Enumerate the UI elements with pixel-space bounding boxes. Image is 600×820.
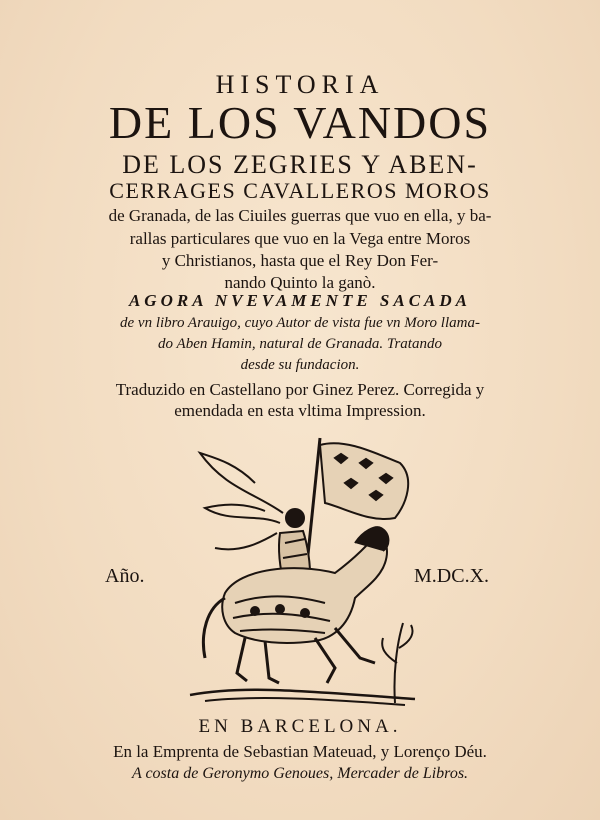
imprint-publisher: A costa de Geronymo Genoues, Mercader de Libros. bbox=[131, 765, 469, 782]
italic-heading: AGORA NVEVAMENTE SACADA bbox=[128, 291, 472, 310]
title-line-6: rallas particulares que vuo en la Vega entre Moros bbox=[129, 229, 471, 248]
italic-line-1: de vn libro Arauigo, cuyo Autor de vista fue vn Moro llama- bbox=[120, 315, 480, 331]
title-line-1: HISTORIA bbox=[215, 70, 385, 99]
translation-line-2: emendada en esta vltima Impression. bbox=[174, 401, 426, 420]
imprint-city: EN BARCELONA. bbox=[198, 716, 402, 737]
year-label: Año. bbox=[105, 565, 145, 587]
translation-line-1: Traduzido en Castellano por Ginez Perez. Corregida y bbox=[115, 380, 485, 399]
title-line-5: de Granada, de las Ciuiles guerras que vuo en ella, y ba- bbox=[108, 206, 492, 225]
title-line-2: DE LOS VANDOS bbox=[108, 97, 492, 148]
year-value: M.DC.X. bbox=[414, 565, 490, 587]
title-line-8: nando Quinto la ganò. bbox=[224, 273, 376, 292]
title-line-4: CERRAGES CAVALLEROS MOROS bbox=[109, 178, 491, 203]
imprint-printer: En la Emprenta de Sebastian Mateuad, y Lorenço Déu. bbox=[113, 742, 487, 761]
italic-line-2: do Aben Hamin, natural de Granada. Tratando bbox=[158, 336, 442, 352]
title-line-3: DE LOS ZEGRIES Y ABEN- bbox=[122, 150, 478, 179]
title-line-7: y Christianos, hasta que el Rey Don Fer- bbox=[161, 251, 439, 270]
knight-woodcut-illustration bbox=[185, 433, 420, 708]
italic-line-3: desde su fundacion. bbox=[240, 357, 360, 373]
